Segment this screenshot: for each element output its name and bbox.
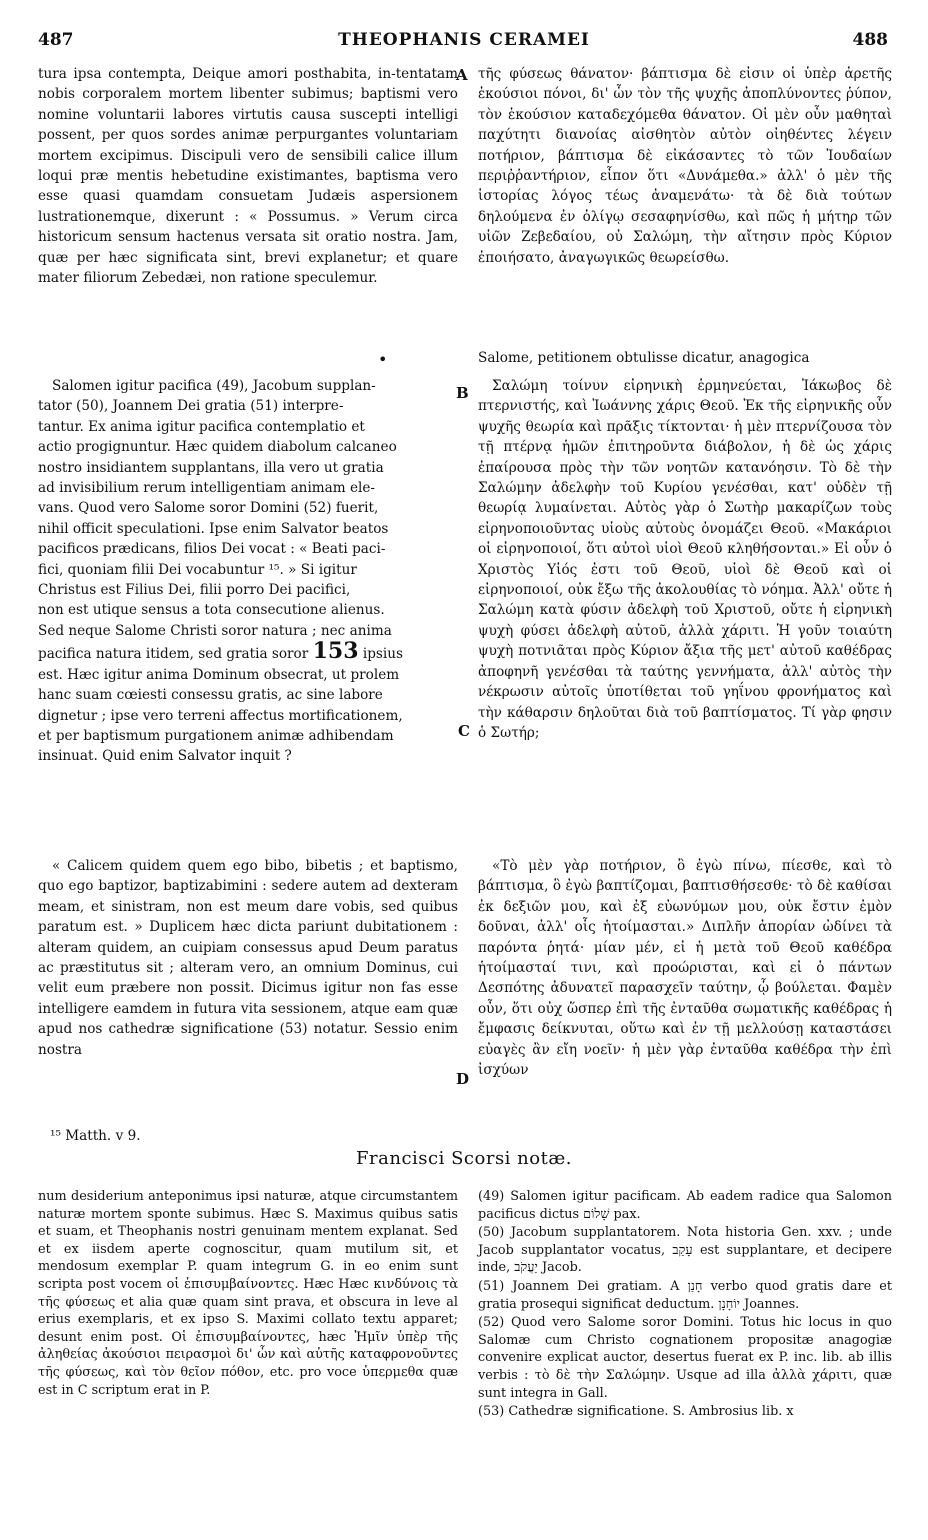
- latin-line: vans. Quod vero Salome soror Domini (52) fuerit,: [38, 500, 379, 517]
- latin-line: dignetur ; ipse vero terreni affectus mortificationem,: [38, 707, 403, 724]
- latin-line: pacificos prædicans, filios Dei vocat : « Beati paci-: [38, 541, 386, 558]
- note-text: num desiderium anteponimus ipsi naturæ, atque circumstantem naturæ mortem sponte subimus. Hæc S. Maximus quibus satis et suam, et Theophanis nostri genuinam mentem explanat. Sed et ex iisdem aperte cognoscitur, quam mutilum sit, et mendosum exemplar P. quam integrum G. in eo enim sunt scripta post vocem οἱ ἐπισυμβαίνοντες. Hæc Hæc κινδύνοις τὰ τῆς φύσεως et alia quæ quam sint prava, et obscura in leve al erius exemplaris, et ex ipso S. Maximi collato textu apparet; desunt enim post. Οἱ ἐπισυμβαίνοντες, hæc Ἡμῖν ὑπὲρ τῆς ἀληθείας ἀκούσιοι πειρασμοὶ δι' ὧν καὶ αὐτῆς καταφρονοῦντες τῆς φύσεως, καὶ τὸν θεῖον πόθον, etc. pro voce ὑπερμεθα quæ est in C scriptum erat in P.: [38, 1189, 458, 1398]
- note-52: (52) Quod vero Salome soror Domini. Totus hic locus in quo Salomæ cum Christo cognationem propositæ anagogiæ convenire explicat auctor, desertus fuerat ex P. inc. lib. ab illis verbis : τὸ δὲ τὴν Σαλώμην. Usque ad illa ἀλλὰ χάριτι, quæ sunt integra in Gall.: [478, 1315, 892, 1401]
- greek-paragraph-2: Σαλώμη τοίνυν εἰρηνικὴ ἑρμηνεύεται, Ἰάκωβος δὲ πτερνιστής, καὶ Ἰωάννης χάρις Θεοῦ. Ἐκ τῆς εἰρηνικῆς οὖν ψυχῆς θεωρία καὶ πρᾶξις τίκτονται· ἡ μὲν πτερνίζουσα τὸν τῇ πτέρνᾳ ἡμῶν ἐπιτηροῦντα διάβολον, ἡ δὲ ὡς χάρις ἐπαίρουσα πρὸς τὴν τῶν νοητῶν κατανόησιν. Τὸ δὲ τὴν Σαλώμην ἀδελφὴν τοῦ Κυρίου γενέσθαι, κατ' οὐδὲν τῇ θεωρίᾳ λυμαίνεται. Αὐτὸς γὰρ ὁ Σωτὴρ μακαρίζων τοὺς εἰρηνοποιοῦντας υἱοὺς αὐτοὺς ὀνομάζει Θεοῦ. «Μακάριοι οἱ εἰρηνοποιοί, ὅτι αὐτοὶ υἱοὶ Θεοῦ κληθήσονται.» Εἰ οὖν ὁ Χριστὸς Υἱός ἐστι τοῦ Θεοῦ, υἱοὶ δὲ Θεοῦ καὶ οἱ εἰρηνοποιοί, οὐκ ἔξω τῆς ἀκολουθίας τὸ νόημα. Ἀλλ' οὔτε ἡ Σαλώμη κατὰ φύσιν ἀδελφὴ τοῦ Χριστοῦ, οὔτε ἡ εἰρηνικὴ ψυχὴ φύσει ἀδελφὴ αὐτοῦ, ἀλλὰ χάριτι. Ἡ γοῦν τοιαύτη ψυχὴ ποτνιᾶται πρὸς Κύριον ἄξια τῆς μετ' αὐτοῦ καθέδρας ἀποφηνῆ γενέσθαι τὰ ταύτης γεννήματα, ἀλλ' αὐτὸς τὴν νέκρωσιν αὐτοῖς ὑποτίθεται τοῦ γηΐνου φρονήματος καὶ τὴν κάθαρσιν δηλοῦται διὰ τοῦ βαπτίσματος. Τί γὰρ φησιν ὁ Σωτήρ;: [478, 378, 892, 741]
- ornament-dot: •: [378, 350, 388, 369]
- greek-column: [478, 64, 892, 268]
- latin-line-tail: ipsius: [362, 646, 403, 663]
- latin-line: Salomen igitur pacifica (49), Jacobum supplan-: [52, 378, 376, 394]
- latin-column-part-3: [38, 856, 458, 1060]
- latin-line: fici, quoniam filii Dei vocabuntur ¹⁵. » Si igitur: [38, 561, 357, 578]
- latin-line: insinuat. Quid enim Salvator inquit ?: [38, 748, 292, 765]
- footnote: ¹⁵ Matth. v 9.: [50, 1128, 141, 1144]
- margin-marker-d: D: [456, 1070, 470, 1088]
- latin-line: Christus est Filius Dei, filii porro Dei pacifici,: [38, 582, 351, 599]
- latin-line: ad invisibilium rerum intelligentiam animam ele-: [38, 480, 376, 497]
- notes-left-column: [38, 1188, 458, 1400]
- margin-marker-b: B: [456, 384, 469, 402]
- latin-line: Sed neque Salome Christi soror natura ; nec anima: [38, 622, 392, 639]
- greek-column-part-2: [478, 376, 892, 743]
- greek-paragraph-1: τῆς φύσεως θάνατον· βάπτισμα δὲ εἰσιν οἱ ὑπὲρ ἀρετῆς ἑκούσιοι πόνοι, δι' ὧν τὸν τῆς ψυχῆς ἀποπλύνοντες ῥύπον, τὸν ἑκούσιον καταδεχόμεθα θάνατον. Οἱ μὲν οὖν μαθηταὶ παχύτητι διανοίας αἰσθητὸν αὐτὸν οἰηθέντες λέγειν ποτήριον, βάπτισμα δὲ εἰκάσαντες τὸ τῶν Ἰουδαίων περιῤῥαντήριον, εἶπον ὅτι «Δυνάμεθα.» ἀλλ' ὁ μὲν τῆς ἱστορίας λόγος τέως ἀναμενάτω· τὰ δὲ διὰ τούτων δηλούμενα ἐν ὀλίγῳ σεσαφηνίσθω, καὶ πῶς ἡ μήτηρ τῶν υἱῶν Ζεβεδαίου, οὐ Σαλώμη, τὴν αἴτησιν πρὸς Κύριον ἐποιήσατο, ἀναγωγικῶς θεωρείσθω.: [478, 66, 892, 266]
- inline-page-marker: 153: [312, 641, 359, 665]
- latin-line-with-page-marker: [38, 641, 458, 664]
- note-51: (51) Joannem Dei gratiam. A חָנַן verbo quod gratis dare et gratia prosequi significat deductum. יוֹחָנָן Joannes.: [478, 1278, 893, 1312]
- latin-line: actio progignuntur. Hæc quidem diabolum calcaneo: [38, 439, 397, 456]
- note-49: (49) Salomen igitur pacificam. Ab eadem radice qua Salomon pacificus dictus שָׁלוֹם pax.: [478, 1189, 892, 1222]
- notes-right-column: [478, 1188, 892, 1422]
- latin-paragraph-3: « Calicem quidem quem ego bibo, bibetis ; et baptismo, quo ego baptizor, baptizabimini : sedere autem ad dexteram meam, et sinistram, non est meum dare vobis, sed quibus paratum est. » Duplicem hæc dicta pariunt dubitationem : alteram quidem, an cuipiam consessus apud Deum paratus ac præstitutus sit ; alteram vero, an omnium Dominus, cui velit eum præbere non possit. Dicimus igitur non fas esse intelligere eamdem in futura vita sessionem, atque eam quæ apud nos cathedræ significatione (53) notatur. Sessio enim nostra: [38, 858, 458, 1058]
- greek-column-part-3: [478, 856, 892, 1080]
- margin-marker-a: A: [456, 66, 468, 84]
- latin-column-part-2: [38, 376, 458, 767]
- latin-column: [38, 64, 458, 288]
- running-title: THEOPHANIS CERAMEI: [338, 30, 590, 50]
- greek-paragraph-3: «Τὸ μὲν γὰρ ποτήριον, ὃ ἐγὼ πίνω, πίεσθε, καὶ τὸ βάπτισμα, ὃ ἐγὼ βαπτίζομαι, βαπτισθήσεσθε· τὸ δὲ καθίσαι ἐκ δεξιῶν μου, καὶ ἐξ εὐωνύμων μου, οὐκ ἔστιν ἐμὸν δοῦναι, ἀλλ' οἷς ἡτοίμασται.» Διπλῆν ἀπορίαν ὠδίνει τὰ παρόντα ῥητά· μίαν μέν, εἰ ἡ μετὰ τοῦ Θεοῦ καθέδρα ἡτοίμασταί τινι, καὶ προώρισται, καὶ εἰ ὁ πάντων Δεσπότης ἀδυνατεῖ παρασχεῖν ταύτην, ᾧ βούλεται. Φαμὲν οὖν, ὅτι οὐχ ὥσπερ ἐπὶ τῆς ἐνταῦθα σωματικῆς καθέδρας ἡ ἔμφασις δείκνυται, οὕτω καὶ ἐν τῇ μελλούσῃ καταστάσει εὐαγὲς ἂν εἴη νοεῖν· ἡ μὲν γὰρ ἐνταῦθα καθέδρα τὴν ἐπὶ ἰσχύων: [478, 858, 892, 1079]
- notes-title: Francisci Scorsi notæ.: [356, 1148, 572, 1169]
- latin-line: tator (50), Joannem Dei gratia (51) interpre-: [38, 398, 344, 415]
- latin-line: nostro insidiantem supplantans, illa vero ut gratia: [38, 459, 384, 476]
- latin-line: est. Hæc igitur anima Dominum obsecrat, ut prolem: [38, 666, 400, 683]
- latin-line-text: pacifica natura itidem, sed gratia soror: [38, 646, 309, 663]
- latin-bridge-text: Salome, petitionem obtulisse dicatur, anagogica: [478, 350, 810, 366]
- latin-line: non est utique sensus a tota consecutione alienus.: [38, 602, 385, 619]
- latin-line: nihil officit speculationi. Ipse enim Salvator beatos: [38, 520, 389, 537]
- latin-bridge-line: [478, 348, 892, 368]
- latin-line: et per baptismum purgationem animæ adhibendam: [38, 727, 394, 744]
- note-50: (50) Jacobum supplantatorem. Nota historia Gen. xxv. ; unde Jacob supplantator vocatus, עָקַב est supplantare, et decipere inde, יַעֲקֹב Jacob.: [478, 1225, 893, 1276]
- latin-line: tantur. Ex anima igitur pacifica contemplatio et: [38, 418, 365, 435]
- note-53: (53) Cathedræ significatione. S. Ambrosius lib. x: [478, 1404, 794, 1420]
- left-page-number: 487: [38, 30, 74, 50]
- right-page-number: 488: [852, 30, 888, 50]
- margin-marker-c: C: [458, 722, 470, 740]
- latin-line: hanc suam cœiesti consessu gratis, ac sine labore: [38, 687, 383, 704]
- latin-paragraph-1: tura ipsa contempta, Deique amori posthabita, in-tentatam nobis corporalem mortem libenter subimus; baptismi vero nomine voluntarii labores virtutis causa suscepti intelligi possent, per quos sordes animæ perpurgantes voluntariam mortem excipimus. Discipuli vero de sensibili calice illum loqui præ mentis hebetudine existimantes, baptisma vero esse quasi quamdam consuetam Judæis aspersionem lustrationemque, dixerunt : « Possumus. » Verum circa historicum sensum hactenus versata sit oratio nostra. Jam, quæ per hæc significata sint, brevi explanetur; et quare mater filiorum Zebedæi, non ratione speculemur.: [38, 66, 458, 287]
